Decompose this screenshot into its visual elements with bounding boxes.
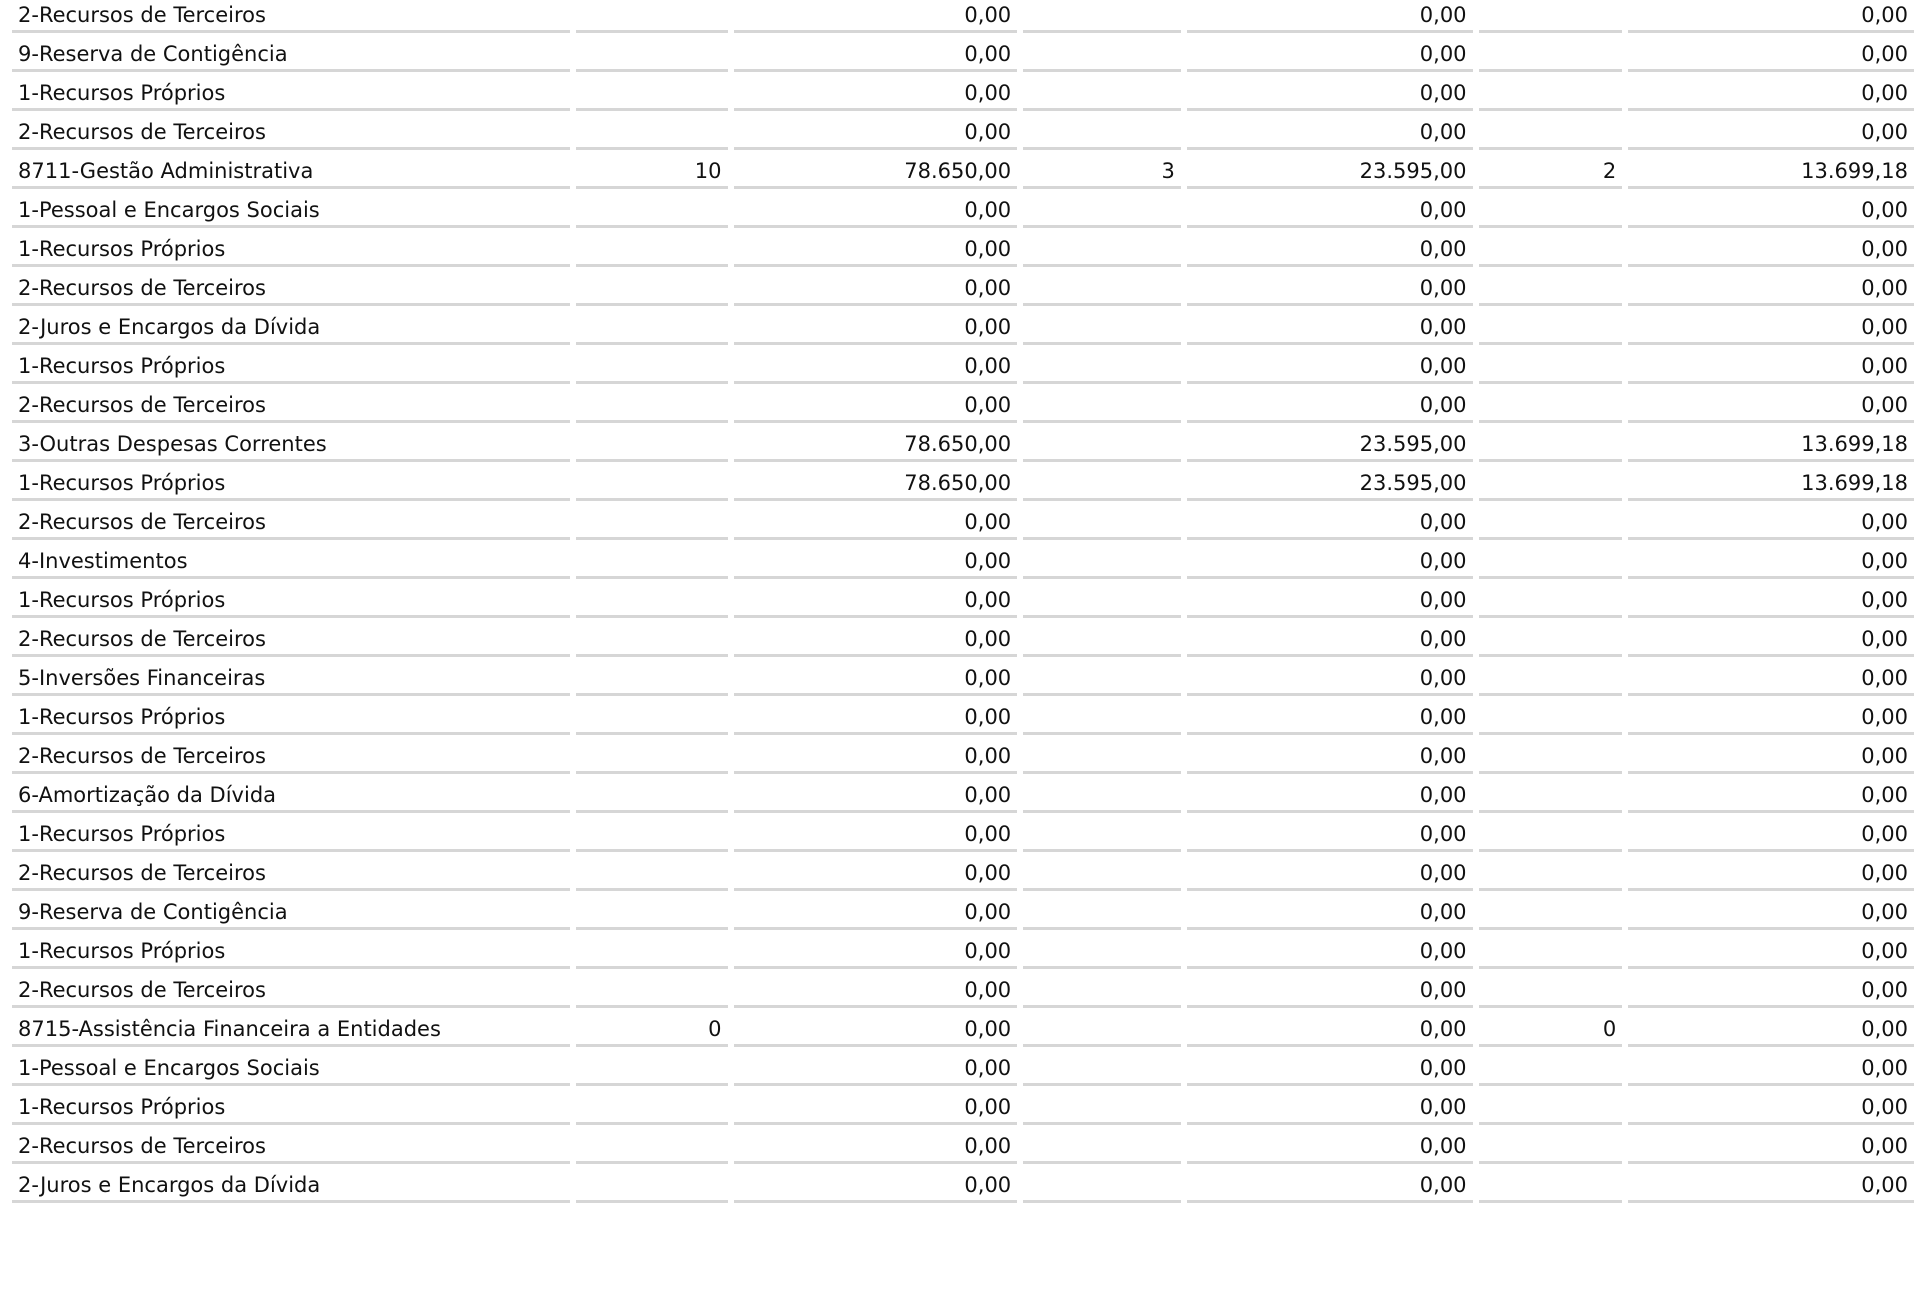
quantity-cell: [576, 306, 728, 345]
value-cell: 0,00: [734, 72, 1018, 111]
quantity-cell: [576, 228, 728, 267]
quantity-cell: [576, 540, 728, 579]
table-row: [12, 462, 1914, 501]
row-label: 1-Recursos Próprios: [12, 813, 570, 852]
value-cell: 0,00: [1187, 111, 1473, 150]
table-row: [12, 33, 1914, 72]
value-cell: 0,00: [734, 1164, 1018, 1203]
table-row: [12, 267, 1914, 306]
quantity-cell: [1479, 384, 1623, 423]
quantity-cell: [1023, 813, 1181, 852]
quantity-cell: [1023, 267, 1181, 306]
table-row: [12, 813, 1914, 852]
value-cell: 0,00: [734, 540, 1018, 579]
value-cell: 0,00: [734, 969, 1018, 1008]
quantity-cell: [576, 33, 728, 72]
row-label: 2-Juros e Encargos da Dívida: [12, 306, 570, 345]
quantity-cell: [1023, 1086, 1181, 1125]
quantity-cell: [576, 657, 728, 696]
quantity-cell: [1479, 306, 1623, 345]
quantity-cell: [1479, 1047, 1623, 1086]
row-label: 2-Recursos de Terceiros: [12, 111, 570, 150]
value-cell: 0,00: [1187, 540, 1473, 579]
value-cell: 0,00: [734, 189, 1018, 228]
value-cell: 0,00: [1628, 696, 1914, 735]
table-row: [12, 72, 1914, 111]
quantity-cell: [1023, 462, 1181, 501]
row-label: 1-Recursos Próprios: [12, 72, 570, 111]
value-cell: 0,00: [734, 1047, 1018, 1086]
value-cell: 0,00: [734, 813, 1018, 852]
value-cell: 0,00: [1187, 891, 1473, 930]
quantity-cell: [1023, 579, 1181, 618]
value-cell: 0,00: [1628, 72, 1914, 111]
value-cell: 0,00: [1187, 384, 1473, 423]
table-row: [12, 1047, 1914, 1086]
quantity-cell: [1479, 1086, 1623, 1125]
quantity-cell: 0: [576, 1008, 728, 1047]
value-cell: 0,00: [1628, 774, 1914, 813]
quantity-cell: [576, 345, 728, 384]
quantity-cell: [1479, 969, 1623, 1008]
value-cell: 0,00: [734, 306, 1018, 345]
table-row: [12, 1086, 1914, 1125]
value-cell: 0,00: [1628, 345, 1914, 384]
value-cell: 0,00: [1187, 852, 1473, 891]
value-cell: 0,00: [734, 891, 1018, 930]
value-cell: 23.595,00: [1187, 423, 1473, 462]
value-cell: 0,00: [1187, 72, 1473, 111]
table-row: [12, 657, 1914, 696]
value-cell: 0,00: [1187, 0, 1473, 33]
quantity-cell: [576, 852, 728, 891]
row-label: 6-Amortização da Dívida: [12, 774, 570, 813]
value-cell: 0,00: [1628, 111, 1914, 150]
value-cell: 0,00: [734, 657, 1018, 696]
value-cell: 0,00: [1628, 0, 1914, 33]
quantity-cell: [1479, 657, 1623, 696]
row-label: 1-Pessoal e Encargos Sociais: [12, 189, 570, 228]
table-body: [12, 0, 1914, 1203]
value-cell: 0,00: [1187, 1047, 1473, 1086]
row-label: 2-Juros e Encargos da Dívida: [12, 1164, 570, 1203]
quantity-cell: [576, 579, 728, 618]
quantity-cell: [576, 72, 728, 111]
quantity-cell: 2: [1479, 150, 1623, 189]
table-row: [12, 852, 1914, 891]
quantity-cell: 10: [576, 150, 728, 189]
value-cell: 0,00: [1628, 813, 1914, 852]
value-cell: 0,00: [734, 33, 1018, 72]
value-cell: 0,00: [734, 735, 1018, 774]
value-cell: 0,00: [1628, 267, 1914, 306]
value-cell: 0,00: [734, 930, 1018, 969]
value-cell: 0,00: [734, 579, 1018, 618]
quantity-cell: [1023, 969, 1181, 1008]
quantity-cell: 0: [1479, 1008, 1623, 1047]
table-row: [12, 423, 1914, 462]
value-cell: 0,00: [734, 384, 1018, 423]
quantity-cell: [1479, 189, 1623, 228]
row-label: 8715-Assistência Financeira a Entidades: [12, 1008, 570, 1047]
table-row: [12, 345, 1914, 384]
table-row: [12, 891, 1914, 930]
table-row: [12, 1164, 1914, 1203]
table-row: [12, 306, 1914, 345]
quantity-cell: [1023, 891, 1181, 930]
value-cell: 23.595,00: [1187, 150, 1473, 189]
value-cell: 0,00: [1187, 1008, 1473, 1047]
quantity-cell: [1479, 1164, 1623, 1203]
quantity-cell: [1023, 618, 1181, 657]
table-row: [12, 384, 1914, 423]
value-cell: 0,00: [1187, 969, 1473, 1008]
value-cell: 0,00: [1187, 345, 1473, 384]
row-label: 2-Recursos de Terceiros: [12, 267, 570, 306]
value-cell: 0,00: [734, 774, 1018, 813]
table-row: [12, 150, 1914, 189]
quantity-cell: [1023, 501, 1181, 540]
value-cell: 0,00: [1187, 618, 1473, 657]
quantity-cell: [1479, 930, 1623, 969]
value-cell: 0,00: [1187, 657, 1473, 696]
table-row: [12, 735, 1914, 774]
table-row: [12, 0, 1914, 33]
value-cell: 0,00: [734, 0, 1018, 33]
value-cell: 0,00: [1628, 969, 1914, 1008]
budget-table: [6, 0, 1920, 1203]
value-cell: 0,00: [1628, 891, 1914, 930]
row-label: 2-Recursos de Terceiros: [12, 618, 570, 657]
quantity-cell: [576, 1086, 728, 1125]
quantity-cell: [1479, 813, 1623, 852]
quantity-cell: [1023, 657, 1181, 696]
quantity-cell: [576, 189, 728, 228]
value-cell: 0,00: [1187, 813, 1473, 852]
value-cell: 0,00: [1187, 579, 1473, 618]
value-cell: 0,00: [1628, 657, 1914, 696]
quantity-cell: [1479, 462, 1623, 501]
row-label: 1-Pessoal e Encargos Sociais: [12, 1047, 570, 1086]
value-cell: 0,00: [1628, 228, 1914, 267]
quantity-cell: [1023, 735, 1181, 774]
table-row: [12, 540, 1914, 579]
value-cell: 13.699,18: [1628, 150, 1914, 189]
quantity-cell: [576, 1125, 728, 1164]
row-label: 1-Recursos Próprios: [12, 930, 570, 969]
table-row: [12, 111, 1914, 150]
value-cell: 23.595,00: [1187, 462, 1473, 501]
quantity-cell: [1479, 891, 1623, 930]
table-row: [12, 696, 1914, 735]
value-cell: 0,00: [1628, 189, 1914, 228]
value-cell: 78.650,00: [734, 423, 1018, 462]
quantity-cell: [1479, 423, 1623, 462]
quantity-cell: [1023, 1047, 1181, 1086]
quantity-cell: [1023, 33, 1181, 72]
quantity-cell: [1479, 852, 1623, 891]
quantity-cell: [1479, 579, 1623, 618]
quantity-cell: [1023, 345, 1181, 384]
quantity-cell: [576, 813, 728, 852]
value-cell: 0,00: [1187, 774, 1473, 813]
quantity-cell: [576, 111, 728, 150]
table-row: [12, 1008, 1914, 1047]
value-cell: 0,00: [1628, 1047, 1914, 1086]
quantity-cell: [576, 0, 728, 33]
value-cell: 0,00: [1628, 1086, 1914, 1125]
value-cell: 0,00: [1628, 1125, 1914, 1164]
value-cell: 0,00: [734, 696, 1018, 735]
value-cell: 0,00: [1628, 618, 1914, 657]
value-cell: 0,00: [1628, 1008, 1914, 1047]
quantity-cell: [1023, 384, 1181, 423]
value-cell: 0,00: [1628, 501, 1914, 540]
value-cell: 0,00: [734, 1008, 1018, 1047]
row-label: 2-Recursos de Terceiros: [12, 0, 570, 33]
quantity-cell: [1023, 774, 1181, 813]
quantity-cell: [1023, 930, 1181, 969]
table-row: [12, 579, 1914, 618]
quantity-cell: [1023, 852, 1181, 891]
table-row: [12, 618, 1914, 657]
quantity-cell: [1023, 423, 1181, 462]
row-label: 3-Outras Despesas Correntes: [12, 423, 570, 462]
value-cell: 0,00: [734, 618, 1018, 657]
row-label: 2-Recursos de Terceiros: [12, 501, 570, 540]
table-row: [12, 969, 1914, 1008]
value-cell: 0,00: [1628, 852, 1914, 891]
quantity-cell: [1479, 228, 1623, 267]
value-cell: 0,00: [1187, 33, 1473, 72]
quantity-cell: [576, 891, 728, 930]
quantity-cell: [576, 267, 728, 306]
quantity-cell: [1479, 267, 1623, 306]
value-cell: 78.650,00: [734, 150, 1018, 189]
quantity-cell: [1479, 345, 1623, 384]
value-cell: 0,00: [1187, 501, 1473, 540]
quantity-cell: [1023, 696, 1181, 735]
value-cell: 0,00: [1628, 735, 1914, 774]
value-cell: 13.699,18: [1628, 462, 1914, 501]
quantity-cell: [1479, 33, 1623, 72]
quantity-cell: [1023, 306, 1181, 345]
quantity-cell: [576, 1164, 728, 1203]
value-cell: 0,00: [1187, 735, 1473, 774]
quantity-cell: [576, 735, 728, 774]
quantity-cell: [1479, 72, 1623, 111]
value-cell: 0,00: [734, 111, 1018, 150]
row-label: 2-Recursos de Terceiros: [12, 969, 570, 1008]
table-row: [12, 774, 1914, 813]
row-label: 1-Recursos Próprios: [12, 696, 570, 735]
row-label: 1-Recursos Próprios: [12, 462, 570, 501]
quantity-cell: [1023, 1008, 1181, 1047]
value-cell: 0,00: [734, 228, 1018, 267]
value-cell: 0,00: [1187, 267, 1473, 306]
quantity-cell: [1479, 774, 1623, 813]
quantity-cell: [1479, 618, 1623, 657]
table-row: [12, 930, 1914, 969]
row-label: 1-Recursos Próprios: [12, 228, 570, 267]
quantity-cell: 3: [1023, 150, 1181, 189]
row-label: 1-Recursos Próprios: [12, 579, 570, 618]
value-cell: 78.650,00: [734, 462, 1018, 501]
quantity-cell: [576, 384, 728, 423]
quantity-cell: [576, 969, 728, 1008]
quantity-cell: [576, 501, 728, 540]
value-cell: 13.699,18: [1628, 423, 1914, 462]
row-label: 2-Recursos de Terceiros: [12, 735, 570, 774]
quantity-cell: [576, 618, 728, 657]
value-cell: 0,00: [734, 1086, 1018, 1125]
quantity-cell: [576, 696, 728, 735]
quantity-cell: [1479, 0, 1623, 33]
quantity-cell: [1023, 540, 1181, 579]
table-row: [12, 1125, 1914, 1164]
quantity-cell: [1023, 1125, 1181, 1164]
value-cell: 0,00: [1187, 1164, 1473, 1203]
value-cell: 0,00: [1628, 540, 1914, 579]
value-cell: 0,00: [734, 852, 1018, 891]
row-label: 1-Recursos Próprios: [12, 345, 570, 384]
value-cell: 0,00: [734, 345, 1018, 384]
quantity-cell: [1023, 72, 1181, 111]
quantity-cell: [576, 930, 728, 969]
quantity-cell: [1479, 501, 1623, 540]
table-row: [12, 189, 1914, 228]
value-cell: 0,00: [1628, 1164, 1914, 1203]
value-cell: 0,00: [734, 501, 1018, 540]
value-cell: 0,00: [734, 1125, 1018, 1164]
quantity-cell: [576, 462, 728, 501]
row-label: 8711-Gestão Administrativa: [12, 150, 570, 189]
value-cell: 0,00: [1628, 306, 1914, 345]
value-cell: 0,00: [1628, 33, 1914, 72]
quantity-cell: [1023, 0, 1181, 33]
row-label: 2-Recursos de Terceiros: [12, 852, 570, 891]
quantity-cell: [1479, 540, 1623, 579]
value-cell: 0,00: [1187, 1086, 1473, 1125]
row-label: 2-Recursos de Terceiros: [12, 1125, 570, 1164]
quantity-cell: [1479, 1125, 1623, 1164]
value-cell: 0,00: [1187, 189, 1473, 228]
quantity-cell: [1479, 735, 1623, 774]
value-cell: 0,00: [1187, 1125, 1473, 1164]
row-label: 1-Recursos Próprios: [12, 1086, 570, 1125]
quantity-cell: [1023, 189, 1181, 228]
value-cell: 0,00: [1628, 930, 1914, 969]
quantity-cell: [1479, 111, 1623, 150]
value-cell: 0,00: [1187, 306, 1473, 345]
value-cell: 0,00: [1628, 579, 1914, 618]
row-label: 9-Reserva de Contigência: [12, 891, 570, 930]
table-row: [12, 228, 1914, 267]
quantity-cell: [576, 423, 728, 462]
row-label: 2-Recursos de Terceiros: [12, 384, 570, 423]
value-cell: 0,00: [1187, 696, 1473, 735]
row-label: 5-Inversões Financeiras: [12, 657, 570, 696]
row-label: 9-Reserva de Contigência: [12, 33, 570, 72]
quantity-cell: [576, 1047, 728, 1086]
quantity-cell: [1023, 1164, 1181, 1203]
table-row: [12, 501, 1914, 540]
value-cell: 0,00: [1187, 930, 1473, 969]
quantity-cell: [1023, 228, 1181, 267]
value-cell: 0,00: [1187, 228, 1473, 267]
quantity-cell: [1479, 696, 1623, 735]
row-label: 4-Investimentos: [12, 540, 570, 579]
value-cell: 0,00: [734, 267, 1018, 306]
quantity-cell: [576, 774, 728, 813]
value-cell: 0,00: [1628, 384, 1914, 423]
quantity-cell: [1023, 111, 1181, 150]
